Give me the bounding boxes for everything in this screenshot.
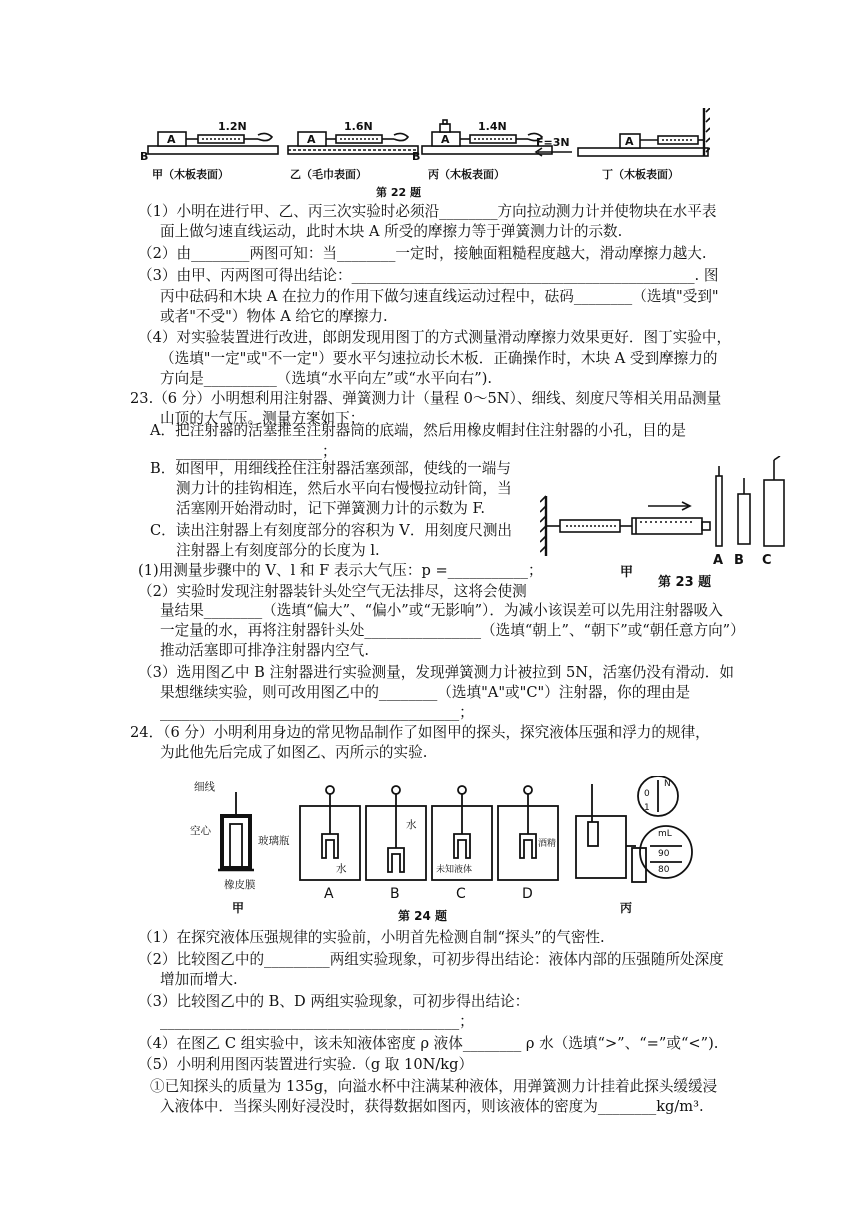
cup-label-a: A bbox=[324, 886, 334, 902]
block-label-jia: A bbox=[167, 133, 176, 146]
q23-line-5: B．如图甲，用细线拴住注射器活塞颈部，使线的一端与 bbox=[150, 460, 511, 477]
q24-line-2: 为此他先后完成了如图乙、丙所示的实验. bbox=[160, 744, 428, 761]
q24-line-9: （5）小明利用图丙装置进行实验.（g 取 10N/kg） bbox=[138, 1056, 474, 1073]
q23-line-3: A．把注射器的活塞推至注射器筒的底端，然后用橡皮帽封住注射器的小孔，目的是 bbox=[150, 422, 686, 439]
syringe-label-b: B bbox=[734, 553, 744, 568]
q22-line-2: 面上做匀速直线运动，此时木块 A 所受的摩擦力等于弹簧测力计的示数. bbox=[160, 223, 623, 240]
scale-unit: mL bbox=[658, 829, 672, 839]
scale-val-90: 90 bbox=[658, 849, 670, 859]
scale-top-n: N bbox=[664, 779, 671, 789]
q23-line-10: (1)用测量步骤中的 V、l 和 F 表示大气压：p =___________； bbox=[138, 562, 543, 579]
q24-line-1: 24．（6 分）小明利用身边的常见物品制作了如图甲的探头，探究液体压强和浮力的规律， bbox=[130, 724, 710, 741]
board-label-jia: B bbox=[140, 150, 149, 163]
force-label-yi: 1.6N bbox=[344, 120, 373, 133]
panel-label-bing: 丙（木板表面） bbox=[428, 168, 505, 181]
syringe-label-c: C bbox=[762, 553, 772, 568]
q23-line-12: 量结果________（选填“偏大”、“偏小”或“无影响”）．为减小该误差可以先用注射器吸入 bbox=[160, 602, 723, 619]
q24-line-8: （4）在图乙 C 组实验中，该未知液体密度 ρ 液体________ ρ 水（选填“>”、“=”或“<”). bbox=[138, 1035, 719, 1052]
q24-line-4: （2）比较图乙中的_________两组实验现象，可初步得出结论：液体内部的压强随所处深度 bbox=[138, 951, 724, 968]
cup-b-liquid: 水 bbox=[406, 819, 417, 831]
q23-line-6: 测力计的挂钩相连，然后水平向右慢慢拉动针筒，当 bbox=[176, 480, 512, 497]
cup-a-liquid: 水 bbox=[336, 863, 347, 875]
fig-caption-23: 第 23 题 bbox=[658, 575, 712, 590]
q22-line-6: 或者"不受"）物体 A 给它的摩擦力. bbox=[160, 308, 388, 325]
probe-label-membrane: 橡皮膜 bbox=[224, 879, 256, 891]
q22-line-7: （4）对实验装置进行改进，郎朗发现用图丁的方式测量滑动摩擦力效果更好．图丁实验中， bbox=[138, 329, 732, 346]
scale-top-1: 1 bbox=[644, 803, 650, 813]
panel-label-ding: 丁（木板表面） bbox=[602, 168, 679, 181]
q22-line-8: （选填"一定"或"不一定"）要水平匀速拉动长木板．正确操作时，木块 A 受到摩擦力的 bbox=[160, 350, 718, 367]
q23-line-2: 山顶的大气压。测量方案如下： bbox=[160, 410, 365, 427]
cup-label-b: B bbox=[390, 886, 400, 902]
q23-line-1: 23.（6 分）小明想利用注射器、弹簧测力计（量程 0～5N）、细线、刻度尺等相关用品测量 bbox=[130, 390, 722, 407]
q24-line-7: _________________________________________； bbox=[160, 1013, 474, 1030]
block-label-bing: A bbox=[441, 133, 450, 146]
block-label-yi: A bbox=[307, 133, 316, 146]
force-label-jia: 1.2N bbox=[218, 120, 247, 133]
q24-line-6: （3）比较图乙中的 B、D 两组实验现象，可初步得出结论： bbox=[138, 993, 530, 1010]
syringe-label-a: A bbox=[713, 553, 724, 568]
panel-label-jia: 甲（木板表面） bbox=[152, 168, 229, 181]
q22-figure bbox=[138, 108, 710, 200]
q24-line-3: （1）在探究液体压强规律的实验前，小明首先检测自制“探头”的气密性. bbox=[138, 929, 605, 946]
q22-line-1: （1）小明在进行甲、乙、丙三次实验时必须沿________方向拉动测力计并使物块在水平表 bbox=[138, 203, 717, 220]
fig23-jia-label: 甲 bbox=[620, 565, 634, 580]
q23-line-9: 注射器上有刻度部分的长度为 l. bbox=[176, 542, 380, 559]
scale-val-80: 80 bbox=[658, 865, 670, 875]
scale-top-0: 0 bbox=[644, 789, 650, 799]
probe-label-hollow: 空心 bbox=[190, 825, 211, 837]
cup-c-liquid: 未知液体 bbox=[436, 865, 473, 875]
probe-label-bottle: 玻璃瓶 bbox=[258, 835, 290, 847]
q23-line-11: （2）实验时发现注射器装针头处空气无法排尽，这将会使测 bbox=[138, 583, 527, 600]
q24-line-10: ①已知探头的质量为 135g，向溢水杯中注满某种液体，用弹簧测力计挂着此探头缓缓浸 bbox=[150, 1078, 718, 1095]
q23-line-4: ____________________； bbox=[176, 443, 337, 460]
cup-label-d: D bbox=[522, 886, 533, 902]
q23-line-16: 果想继续实验，则可改用图乙中的________（选填"A"或"C"）注射器，你的理由是 bbox=[160, 684, 691, 701]
fig-caption-22: 第 22 题 bbox=[376, 186, 421, 199]
cup-label-c: C bbox=[456, 886, 466, 902]
force-label-bing: 1.4N bbox=[478, 120, 507, 133]
q23-line-8: C．读出注射器上有刻度部分的容积为 V．用刻度尺测出 bbox=[150, 522, 513, 539]
q22-line-3: （2）由________两图可知：当________一定时，接触面粗糙程度越大，滑动摩擦力越大. bbox=[138, 245, 707, 262]
q23-line-7: 活塞刚开始滑动时，记下弹簧测力计的示数为 F. bbox=[176, 500, 486, 517]
fig24-jia-label: 甲 bbox=[232, 901, 245, 915]
q23-line-17: _________________________________________； bbox=[160, 704, 474, 721]
board-label-bing: B bbox=[412, 150, 421, 163]
panel-label-yi: 乙（毛巾表面） bbox=[290, 168, 367, 181]
q22-line-9: 方向是__________（选填“水平向左”或“水平向右”). bbox=[160, 370, 493, 387]
q23-line-13: 一定量的水，再将注射器针头处________________（选填“朝上”、“朝下”或“朝任意方向”） bbox=[160, 622, 745, 639]
q24-line-5: 增加而增大. bbox=[160, 971, 238, 988]
q24-figure bbox=[180, 776, 696, 924]
force-label-ding: F=3N bbox=[536, 136, 570, 149]
block-label-ding: A bbox=[625, 135, 634, 148]
q23-line-14: 推动活塞即可排净注射器内空气. bbox=[160, 642, 369, 659]
probe-label-thread: 细线 bbox=[194, 781, 215, 793]
q22-line-4: （3）由甲、丙两图可得出结论：_______________________________________________. 图 bbox=[138, 267, 719, 284]
q23-figure bbox=[540, 456, 796, 590]
fig24-bing-label: 丙 bbox=[620, 901, 633, 915]
fig-caption-24: 第 24 题 bbox=[398, 909, 448, 923]
cup-d-liquid: 酒精 bbox=[538, 839, 557, 849]
q24-line-11: 入液体中．当探头刚好浸没时，获得数据如图丙，则该液体的密度为________kg/m³. bbox=[160, 1098, 704, 1115]
q23-line-15: （3）选用图乙中 B 注射器进行实验测量，发现弹簧测力计被拉到 5N，活塞仍没有滑动．如 bbox=[138, 664, 734, 681]
q22-line-5: 丙中砝码和木块 A 在拉力的作用下做匀速直线运动过程中，砝码________（选填"受到" bbox=[160, 288, 719, 305]
